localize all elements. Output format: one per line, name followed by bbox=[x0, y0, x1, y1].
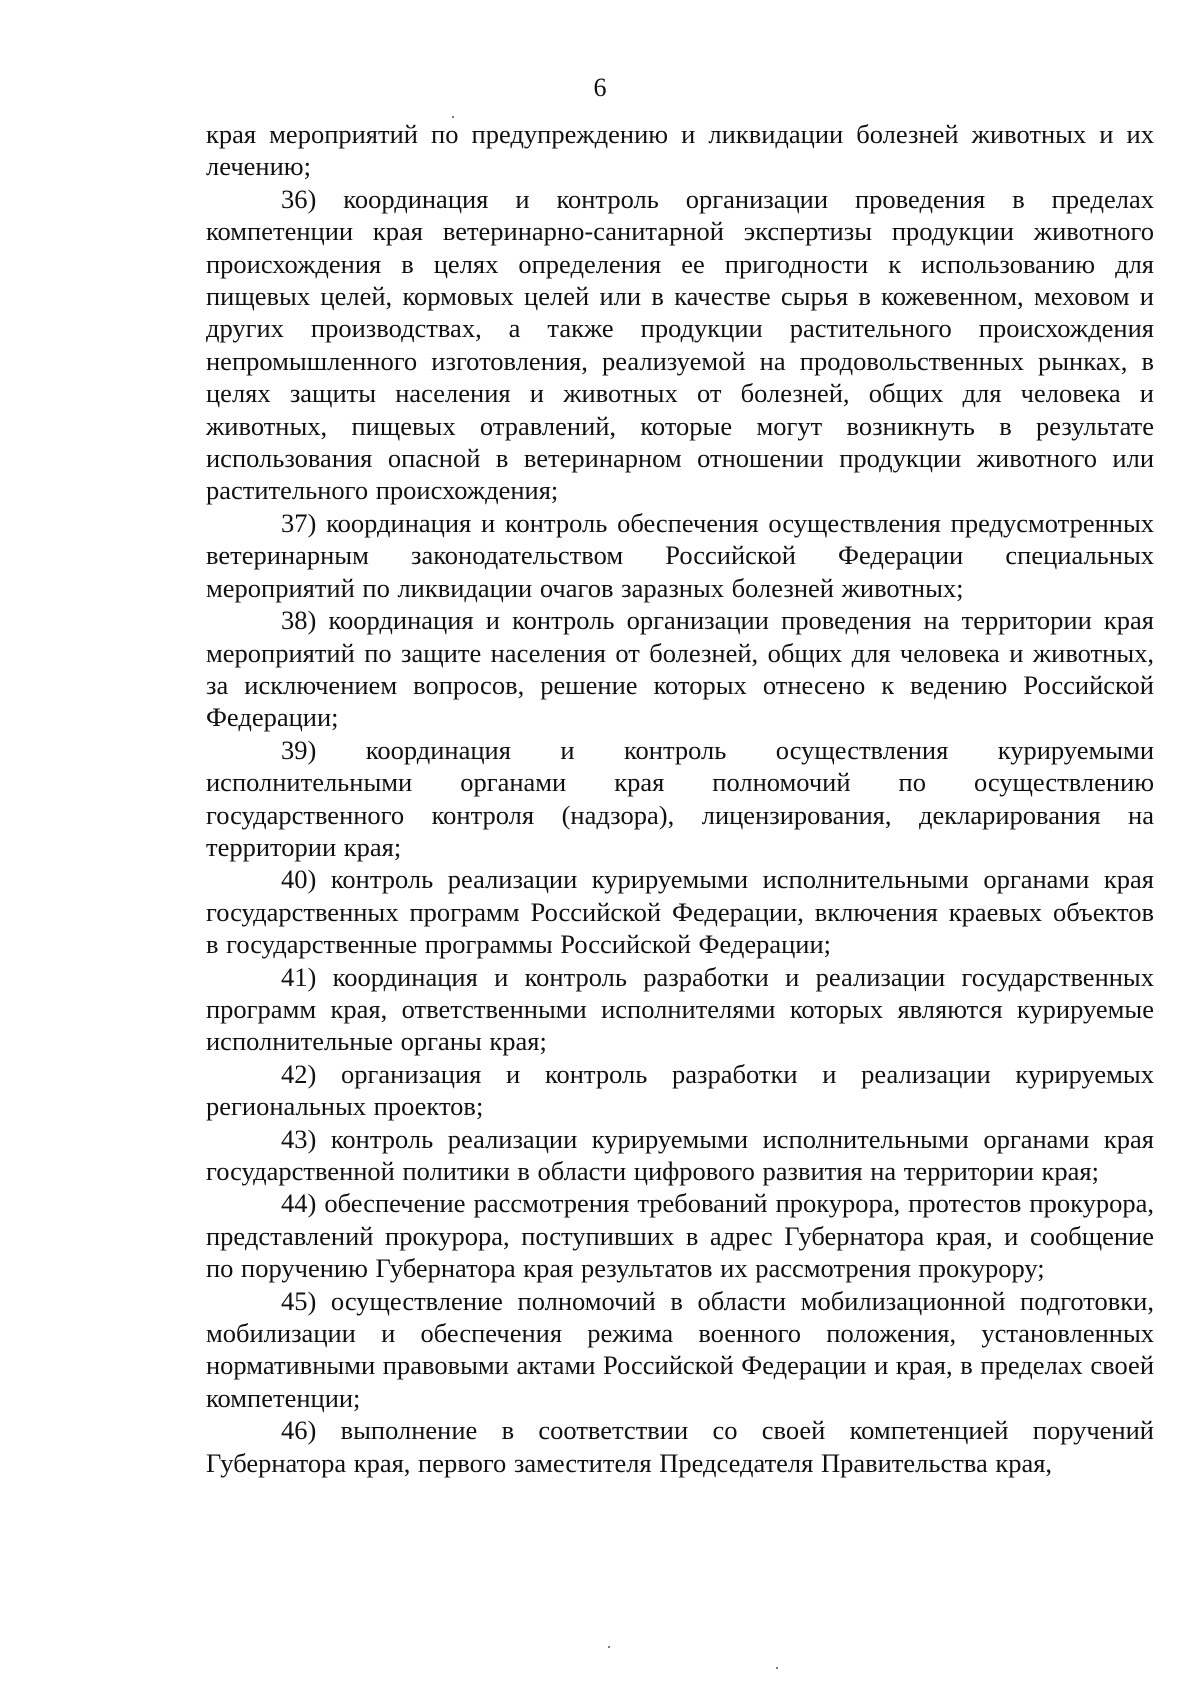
paragraph-item-38: 38) координация и контроль организации проведения на территории края мероприятий по защите населения от болезней, общих для человека и животных, за исключением вопросов, решение которых отнесено к ведению Российской Федерации; bbox=[206, 605, 1154, 733]
scan-speck bbox=[452, 116, 454, 118]
paragraph-item-42: 42) организация и контроль разработки и реализации курируемых региональных проектов; bbox=[206, 1058, 1154, 1122]
paragraph-item-45: 45) осуществление полномочий в области мобилизационной подготовки, мобилизации и обеспечения режима военного положения, установленных нормативными правовыми актами Российской Федерации и края, в пределах своей компетенции; bbox=[206, 1285, 1154, 1413]
page-number: 6 bbox=[593, 73, 607, 102]
document-body bbox=[206, 118, 1154, 1479]
paragraph-item-41: 41) координация и контроль разработки и реализации государственных программ края, ответственными исполнителями которых являются курируемые исполнительные органы края; bbox=[206, 961, 1154, 1057]
paragraph-item-43: 43) контроль реализации курируемыми исполнительными органами края государственной политики в области цифрового развития на территории края; bbox=[206, 1123, 1154, 1186]
paragraph-item-36: 36) координация и контроль организации проведения в пределах компетенции края ветеринарно-санитарной экспертизы продукции животного происхождения в целях определения ее пригодности к использованию для пищевых целей, кормовых целей или в качестве сырья в кожевенном, меховом и других производствах, а также продукции растительного происхождения непромышленного изготовления, реализуемой на продовольственных рынках, в целях защиты населения и животных от болезней, общих для человека и животных, пищевых отравлений, которые могут возникнуть в результате использования опасной в ветеринарном отношении продукции животного или растительного происхождения; bbox=[206, 183, 1154, 506]
paragraph-item-40: 40) контроль реализации курируемыми исполнительными органами края государственных программ Российской Федерации, включения краевых объектов в государственные программы Российской Федерации; bbox=[206, 864, 1154, 960]
paragraph-continuation: края мероприятий по предупреждению и ликвидации болезней животных и их лечению; bbox=[206, 119, 1154, 182]
scan-speck bbox=[608, 1646, 610, 1648]
paragraph-item-46: 46) выполнение в соответствии со своей компетенцией поручений Губернатора края, первого заместителя Председателя Правительства края, bbox=[206, 1415, 1154, 1478]
paragraph-item-39: 39) координация и контроль осуществления курируемыми исполнительными органами края полномочий по осуществлению государственного контроля (надзора), лицензирования, декларирования на территории края; bbox=[206, 734, 1154, 862]
scan-speck bbox=[776, 1667, 778, 1669]
paragraph-item-37: 37) координация и контроль обеспечения осуществления предусмотренных ветеринарным законодательством Российской Федерации специальных мероприятий по ликвидации очагов заразных болезней животных; bbox=[206, 507, 1154, 603]
paragraph-item-44: 44) обеспечение рассмотрения требований прокурора, протестов прокурора, представлений прокурора, поступивших в адрес Губернатора края, и сообщение по поручению Губернатора края результатов их рассмотрения прокурору; bbox=[206, 1188, 1154, 1284]
